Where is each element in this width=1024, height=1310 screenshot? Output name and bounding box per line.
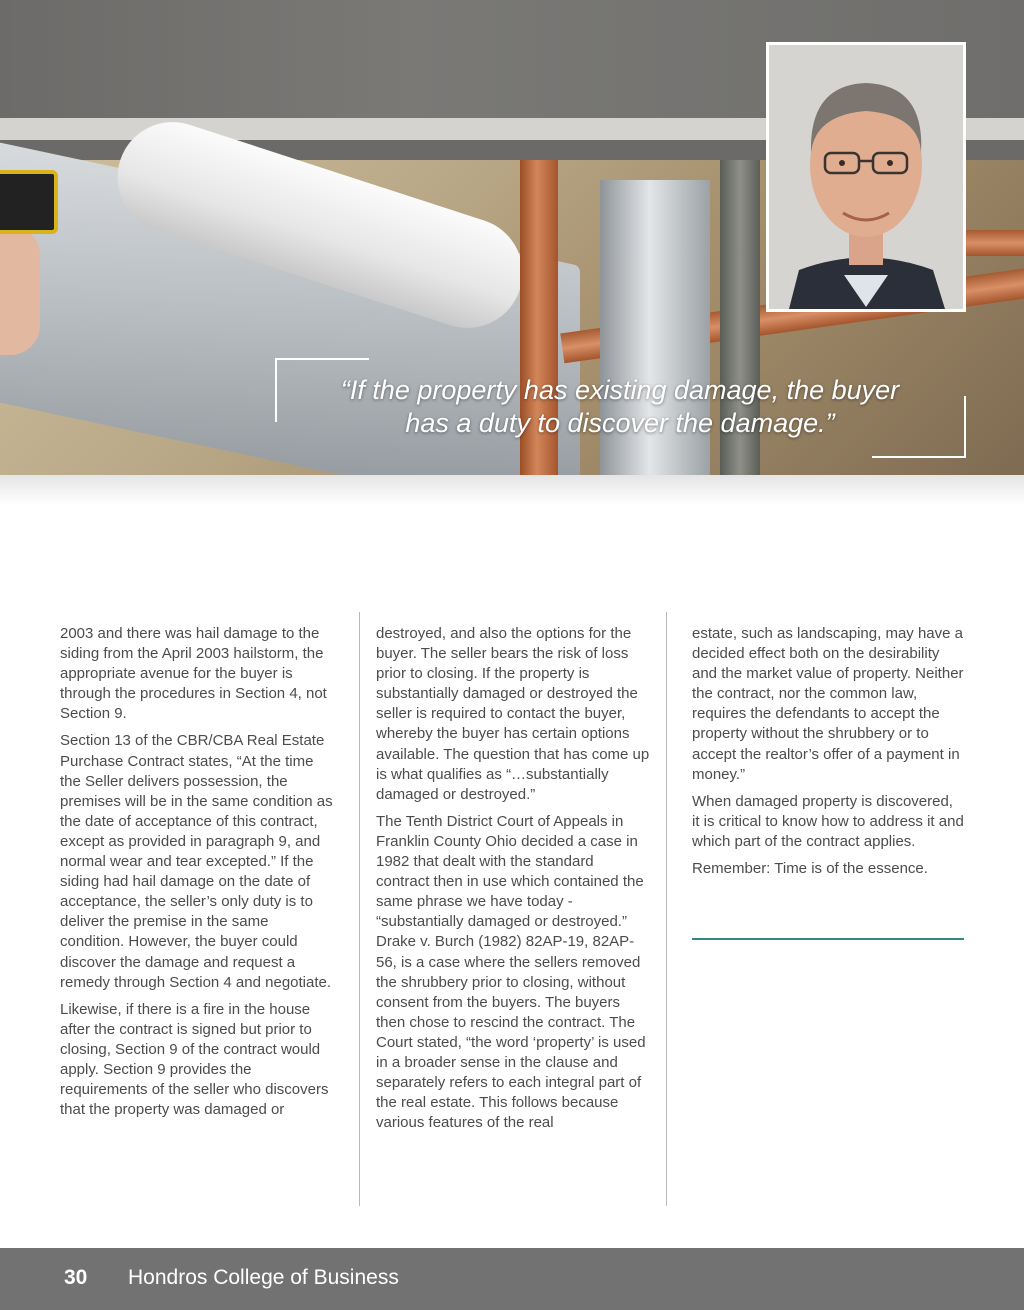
column-divider-2 — [666, 612, 667, 1206]
paragraph: destroyed, and also the options for the buyer. The seller bears the risk of loss prior to closing. If the property is substantially damaged or destroyed the seller is required to contact the buyer, whereby the buyer has certain options available. The question that has come up is what qualifies as “…substantially damaged or destroyed.” — [376, 625, 650, 803]
paragraph: When damaged property is discovered, it is critical to know how to address it and which part of the contract applies. — [692, 792, 964, 850]
end-rule — [692, 938, 964, 940]
text-column-2 — [376, 624, 651, 1140]
pull-quote-line-1: “If the property has existing damage, the buyer — [340, 375, 900, 405]
paragraph: The Tenth District Court of Appeals in Franklin County Ohio decided a case in 1982 that dealt with the standard contract then in use which contained the same phrase we have today - “substantially damaged or destroyed.” Drake v. Burch (1982) 82AP-19, 82AP-56, is a case where the sellers removed the shrubbery prior to closing, without consent from the buyers. The buyers then chose to rescind the contract. The Court stated, “the word ‘property’ is used in a broader sense in the clause and separately refers to each integral part of the real estate. This follows because various features of the real — [376, 812, 646, 1132]
hero-banner — [0, 0, 1024, 475]
page-footer — [0, 1248, 1024, 1310]
paragraph: Section 13 of the CBR/CBA Real Estate Purchase Contract states, “At the time the Seller delivers possession, the premises will be in the same condition as the date of acceptance of this contract, except as provided in paragraph 9, and normal wear and tear excepted.” If the siding had hail damage on the date of acceptance, the seller’s only duty is to deliver the premise in the same condition. However, the buyer could discover the damage and request a remedy through Section 4 and negotiate. — [60, 732, 333, 991]
text-column-1 — [60, 624, 335, 1127]
publisher-name: Hondros College of Business — [128, 1266, 399, 1289]
column-divider-1 — [359, 612, 360, 1206]
flashlight-shape — [0, 170, 58, 234]
paragraph: 2003 and there was hail damage to the siding from the April 2003 hailstorm, the appropriate avenue for the buyer is through the procedures in Section 4, not Section 9. — [60, 625, 327, 723]
pull-quote-line-2: has a duty to discover the damage.” — [405, 408, 835, 438]
paragraph: Likewise, if there is a fire in the house after the contract is signed but prior to closing, Section 9 of the contract would apply. Section 9 provides the requirements of the seller who discovers that the property was damaged or — [60, 1000, 329, 1119]
author-portrait — [766, 42, 966, 312]
hand-shape — [0, 225, 40, 355]
paragraph: Remember: Time is of the essence. — [692, 860, 928, 878]
pull-quote — [290, 374, 950, 440]
page-number: 30 — [64, 1266, 88, 1289]
paragraph: estate, such as landscaping, may have a decided effect both on the desirability and the market value of property. Neither the contract, nor the common law, requires the defendants to accept the property without the shrubbery or to accept the realtor’s offer of a payment in money.” — [692, 625, 964, 783]
portrait-illustration — [769, 45, 963, 309]
text-column-3 — [692, 624, 964, 886]
hero-shadow — [0, 475, 1024, 505]
